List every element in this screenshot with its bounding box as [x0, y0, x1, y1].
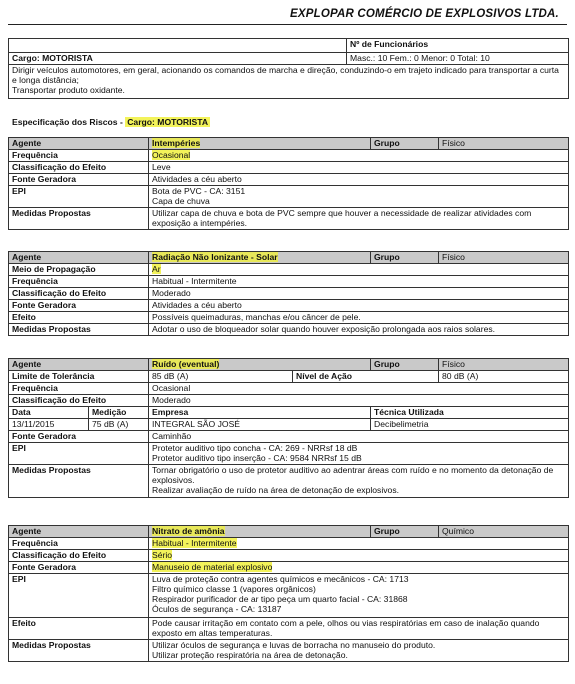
employee-counts: Masc.: 10 Fem.: 0 Menor: 0 Total: 10 — [347, 53, 569, 65]
nivel-value: 80 dB (A) — [439, 371, 569, 383]
fonte-label: Fonte Geradora — [9, 300, 149, 312]
grupo-label: Grupo — [371, 359, 439, 371]
frequencia-value: Habitual - Intermitente — [149, 276, 569, 288]
efeito-label: Efeito — [9, 618, 149, 640]
risk-table-nitrato — [8, 525, 569, 662]
classificacao-label: Classificação do Efeito — [9, 162, 149, 174]
agente-label: Agente — [9, 526, 149, 538]
medidas-value: Adotar o uso de bloqueador solar quando houver exposição prolongada aos raios solares. — [149, 324, 569, 336]
frequencia-label: Frequência — [9, 538, 149, 550]
description-line-2: Transportar produto oxidante. — [12, 85, 125, 95]
description-line-1: Dirigir veículos automotores, em geral, acionando os comandos de marcha e direção, conduzindo-o em trajeto indicado para transportar a curta e longa distância; — [12, 65, 559, 85]
agente-value: Radiação Não Ionizante - Solar — [149, 252, 371, 264]
empty-cell — [9, 39, 347, 53]
header-rule — [8, 24, 567, 25]
medicao-value: 75 dB (A) — [89, 419, 149, 431]
frequencia-label: Frequência — [9, 150, 149, 162]
job-header-table — [8, 38, 569, 99]
classificacao-value: Leve — [149, 162, 569, 174]
spec-cargo: Cargo: MOTORISTA — [127, 117, 209, 127]
agente-label: Agente — [9, 138, 149, 150]
funcionarios-label: Nº de Funcionários — [347, 39, 569, 53]
data-value: 13/11/2015 — [9, 419, 89, 431]
meio-value: Ar — [149, 264, 569, 276]
frequencia-value: Ocasional — [149, 383, 569, 395]
limite-label: Limite de Tolerância — [9, 371, 149, 383]
efeito-value: Possíveis queimaduras, manchas e/ou câncer de pele. — [149, 312, 569, 324]
data-label: Data — [9, 407, 89, 419]
classificacao-label: Classificação do Efeito — [9, 550, 149, 562]
cargo-label: Cargo: MOTORISTA — [9, 53, 347, 65]
fonte-label: Fonte Geradora — [9, 562, 149, 574]
grupo-label: Grupo — [371, 252, 439, 264]
agente-label: Agente — [9, 252, 149, 264]
medidas-label: Medidas Propostas — [9, 324, 149, 336]
epi-label: EPI — [9, 443, 149, 465]
grupo-value: Físico — [439, 252, 569, 264]
medidas-label: Medidas Propostas — [9, 465, 149, 498]
epi-line: Bota de PVC - CA: 3151 — [152, 186, 246, 196]
epi-line: Respirador purificador de ar tipo peça um quarto facial - CA: 31868 — [152, 594, 408, 604]
medidas-line: Utilizar proteção respiratória na área de detonação. — [152, 650, 348, 660]
risk-table-ruido — [8, 358, 569, 498]
frequencia-label: Frequência — [9, 276, 149, 288]
medicao-label: Medição — [89, 407, 149, 419]
classificacao-value: Moderado — [149, 395, 569, 407]
grupo-label: Grupo — [371, 526, 439, 538]
grupo-label: Grupo — [371, 138, 439, 150]
medidas-label: Medidas Propostas — [9, 208, 149, 230]
medidas-line: Realizar avaliação de ruído na área de detonação de explosivos. — [152, 485, 400, 495]
empresa-value: INTEGRAL SÃO JOSÉ — [149, 419, 371, 431]
tecnica-value: Decibelimetria — [371, 419, 569, 431]
agente-value: Nitrato de amônia — [149, 526, 371, 538]
classificacao-value: Sério — [149, 550, 569, 562]
medidas-value — [149, 465, 569, 498]
fonte-label: Fonte Geradora — [9, 431, 149, 443]
epi-line: Luva de proteção contra agentes químicos e mecânicos - CA: 1713 — [152, 574, 409, 584]
spec-label: Especificação dos Riscos - — [12, 117, 126, 127]
agente-value: Intempéries — [149, 138, 371, 150]
agente-value: Ruído (eventual) — [149, 359, 371, 371]
empresa-label: Empresa — [149, 407, 371, 419]
meio-label: Meio de Propagação — [9, 264, 149, 276]
fonte-label: Fonte Geradora — [9, 174, 149, 186]
fonte-value: Caminhão — [149, 431, 569, 443]
epi-line: Filtro químico classe 1 (vapores orgânicos) — [152, 584, 316, 594]
nivel-label: Nível de Ação — [293, 371, 439, 383]
efeito-value: Pode causar irritação em contato com a pele, olhos ou vias respiratórias em caso de inalação quando exposto em altas temperaturas. — [149, 618, 569, 640]
risk-spec-heading — [12, 117, 210, 127]
epi-line: Óculos de segurança - CA: 13187 — [152, 604, 282, 614]
classificacao-label: Classificação do Efeito — [9, 288, 149, 300]
fonte-value: Atividades a céu aberto — [149, 300, 569, 312]
epi-value — [149, 186, 569, 208]
medidas-line: Utilizar óculos de segurança e luvas de borracha no manuseio do produto. — [152, 640, 436, 650]
fonte-value: Atividades a céu aberto — [149, 174, 569, 186]
company-name: EXPLOPAR COMÉRCIO DE EXPLOSIVOS LTDA. — [290, 8, 559, 20]
medidas-value: Utilizar capa de chuva e bota de PVC sempre que houver a necessidade de realizar atividades com exposição a intempéries. — [149, 208, 569, 230]
grupo-value: Químico — [439, 526, 569, 538]
medidas-label: Medidas Propostas — [9, 640, 149, 662]
efeito-label: Efeito — [9, 312, 149, 324]
tecnica-label: Técnica Utilizada — [371, 407, 569, 419]
risk-table-radiacao — [8, 251, 569, 336]
classificacao-value: Moderado — [149, 288, 569, 300]
fonte-value: Manuseio de material explosivo — [149, 562, 569, 574]
frequencia-value: Habitual - Intermitente — [149, 538, 569, 550]
epi-value — [149, 443, 569, 465]
medidas-line: Tornar obrigatório o uso de protetor auditivo ao adentrar áreas com ruído e no momento da detonação de explosivos. — [152, 465, 554, 485]
medidas-value — [149, 640, 569, 662]
grupo-value: Físico — [439, 359, 569, 371]
epi-label: EPI — [9, 574, 149, 618]
epi-line: Capa de chuva — [152, 196, 210, 206]
frequencia-value: Ocasional — [149, 150, 569, 162]
agente-label: Agente — [9, 359, 149, 371]
epi-line: Protetor auditivo tipo inserção - CA: 9584 NRRsf 15 dB — [152, 453, 362, 463]
classificacao-label: Classificação do Efeito — [9, 395, 149, 407]
job-description — [9, 65, 569, 99]
epi-line: Protetor auditivo tipo concha - CA: 269 - NRRsf 18 dB — [152, 443, 358, 453]
risk-table-intemperies — [8, 137, 569, 230]
epi-label: EPI — [9, 186, 149, 208]
limite-value: 85 dB (A) — [149, 371, 293, 383]
epi-value — [149, 574, 569, 618]
grupo-value: Físico — [439, 138, 569, 150]
frequencia-label: Frequência — [9, 383, 149, 395]
